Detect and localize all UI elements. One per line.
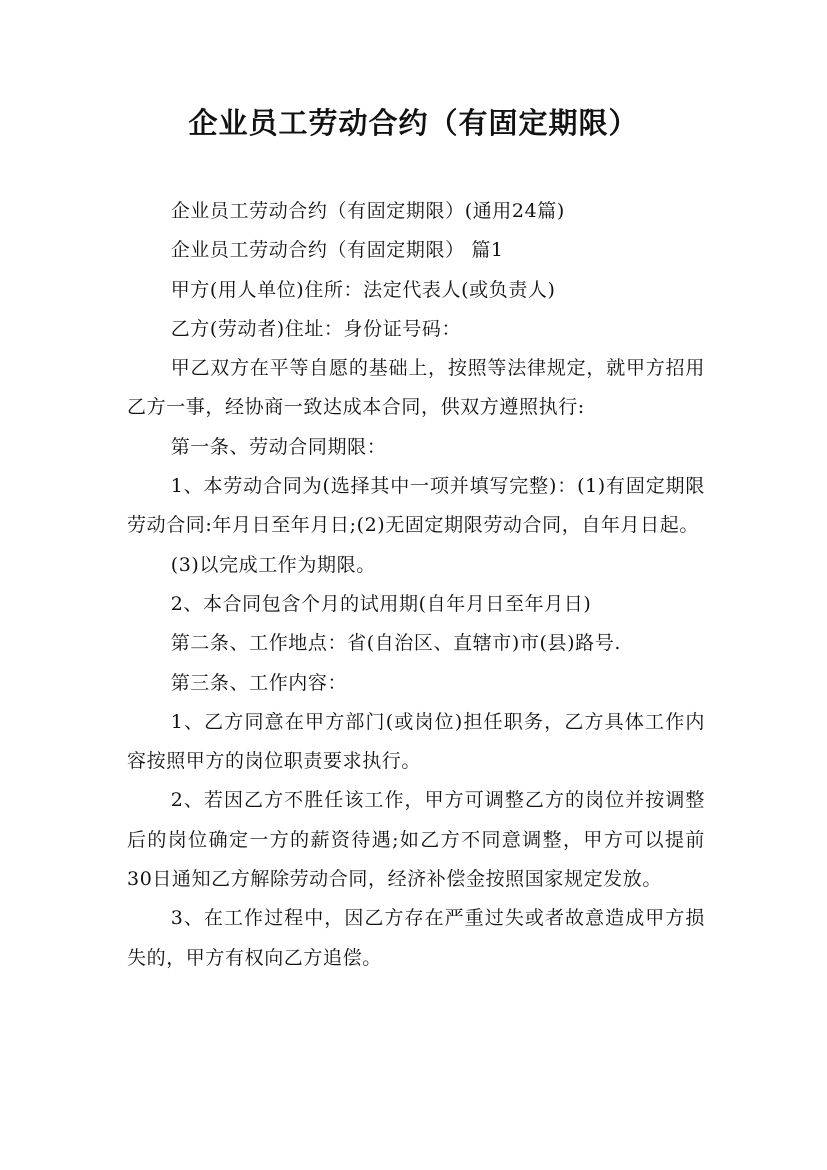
paragraph: 2、若因乙方不胜任该工作，甲方可调整乙方的岗位并按调整后的岗位确定一方的薪资待遇;如乙方不同意调整，甲方可以提前30日通知乙方解除劳动合同，经济补偿金按照国家规定发放。 [127, 789, 705, 891]
paragraph: 2、本合同包含个月的试用期(自年月日至年月日) [170, 592, 592, 615]
paragraph: 企业员工劳动合约（有固定期限）(通用24篇) [170, 200, 565, 222]
paragraph: (3)以完成工作为期限。 [170, 553, 376, 576]
document-body [127, 192, 705, 978]
document-title: 企业员工劳动合约（有固定期限） [188, 106, 639, 140]
paragraph: 第三条、工作内容： [170, 671, 348, 694]
paragraph: 1、乙方同意在甲方部门(或岗位)担任职务，乙方具体工作内容按照甲方的岗位职责要求执行。 [127, 710, 705, 773]
paragraph: 第一条、劳动合同期限： [170, 435, 387, 458]
paragraph: 1、本劳动合同为(选择其中一项并填写完整)：(1)有固定期限劳动合同:年月日至年月日;(2)无固定期限劳动合同，自年月日起。 [127, 475, 705, 537]
paragraph: 甲乙双方在平等自愿的基础上，按照等法律规定，就甲方招用乙方一事，经协商一致达成本合同，供双方遵照执行: [127, 357, 705, 419]
paragraph: 企业员工劳动合约（有固定期限） 篇1 [170, 239, 504, 262]
paragraph: 甲方(用人单位)住所：法定代表人(或负责人) [170, 278, 556, 301]
paragraph: 乙方(劳动者)住址：身份证号码： [170, 317, 462, 340]
paragraph: 第二条、工作地点：省(自治区、直辖市)市(县)路号. [170, 632, 621, 655]
paragraph: 3、在工作过程中，因乙方存在严重过失或者故意造成甲方损失的，甲方有权向乙方追偿。 [127, 907, 705, 969]
